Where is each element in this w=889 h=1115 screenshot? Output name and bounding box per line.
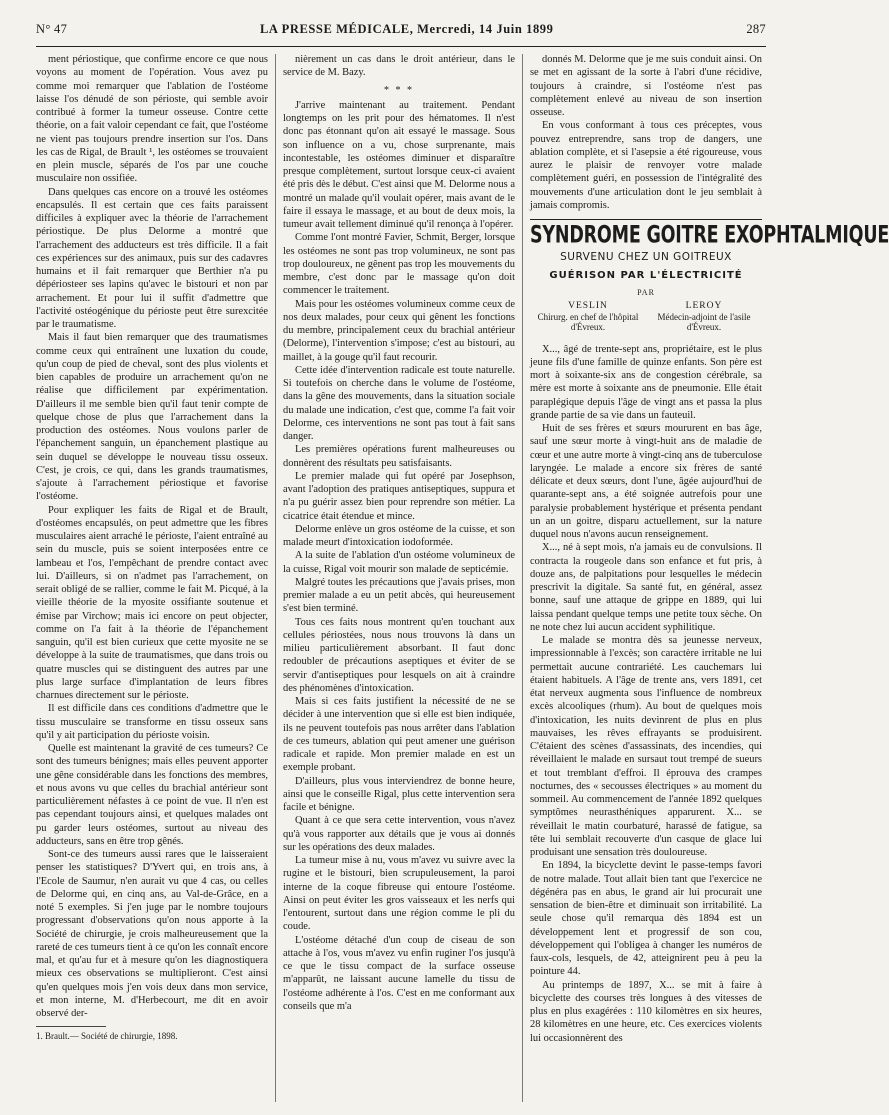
paragraph: D'ailleurs, plus vous interviendrez de bonne heure, ainsi que le conseille Rigal, plus cette intervention sera facile et bénigne. — [283, 775, 515, 813]
paragraph: Pour expliquer les faits de Rigal et de Brault, d'ostéomes encapsulés, on peut admettre que les fibres musculaires aient arraché le périoste, l'aient entraîné au sein du muscle, puis se soient interposées entre ce lambeau et l'os, l'empêchant de prendre contact avec lui. D'ailleurs, si on n'admet pas l'arrachement, on serait obligé de se rallier, comme le fait M. Picqué, à la vieille théorie de la myosite ossifiante soutenue et émise par Virchow; mais ici encore on peut objecter, comme on l'a fait à la théorie de l'épanchement sanguin, qu'il est bien curieux que cette myosite ne se développe à la suite de traumatismes, que dans trois ou quatre muscles qui se distinguent des autres par une plus large surface d'implantation de leurs fibres charnues directement sur le périoste. — [36, 504, 268, 701]
page-header — [36, 22, 766, 44]
paragraph: La tumeur mise à nu, vous m'avez vu suivre avec la rugine et le bistouri, bien scrupuleusement, la paroi interne de la coque fibreuse qui entoure l'ostéome. Ainsi on peut éviter les gros vaisseaux et les nerfs qui l'entourent, surtout dans une région comme le pli du coude. — [283, 855, 515, 933]
paragraph: Le premier malade qui fut opéré par Josephson, avant l'adoption des pratiques antiseptiques, suppura et n'a pu guérir assez bien pour reprendre son métier. La cicatrice était étendue et mince. — [283, 470, 515, 522]
paragraph: donnés M. Delorme que je me suis conduit ainsi. On se met en agissant de la sorte à l'abri d'une récidive, toujours à craindre, si l'ostéome n'est pas complètement enlevé au niveau de son insertion osseuse. — [530, 54, 762, 118]
column-left — [36, 53, 268, 1103]
paragraph: Quelle est maintenant la gravité de ces tumeurs? Ce sont des tumeurs bénignes; mais elles peuvent apporter une gêne considérable dans les fonctions des membres, et nous avons vu que celles du brachial antérieur sont particulièrement néfastes à ce point de vue. Il n'en est pas cependant toujours ainsi, et quelques malades ont pu garder leurs ostéomes, surtout au niveau des adducteurs, sans en être trop gênés. — [36, 743, 268, 847]
journal-title: LA PRESSE MÉDICALE, Mercredi, 14 Juin 1899 — [259, 22, 554, 36]
footnote-rule — [36, 1026, 106, 1027]
author-role: Médecin-adjoint de l'asile d'Évreux. — [657, 311, 751, 332]
paragraph: Tous ces faits nous montrent qu'en touchant aux cellules périostées, nous nous trouvons là dans un milieu particulièrement absorbant. Il faut donc redoubler de précautions aseptiques et éviter de se servir d'antiseptiques pour lesquels on ait à craindre des phénomènes d'intoxication. — [283, 616, 515, 694]
paragraph: Mais il faut bien remarquer que des traumatismes comme ceux qui entraînent une luxation du coude, qu'un coup de pied de cheval, sont des plus violents et bien capables de produire un arrachement qu'on ne réalise que difficilement par expérimentation. D'ailleurs il me semble bien qu'il faut tenir compte de quelque chose de plus que l'arrachement dans la production des ostéomes. Nous voulons parler de l'épanchement sanguin, un épanchement plastique au sein duquel se développe le nouveau tissu osseux. C'est, je crois, ce qui, dans les grands traumatismes, s'ajoute à l'arrachement périostique et favorise l'ostéome. — [36, 332, 268, 503]
paragraph: Mais si ces faits justifient la nécessité de ne se décider à une intervention que si elle est bien indiquée, ils ne peuvent toutefois pas nous arrêter dans l'ablation de ces tumeurs, ablation qui peut amener une guérison radicale et rapide. Mon premier malade en est un exemple probant. — [283, 696, 515, 774]
paragraph: Malgré toutes les précautions que j'avais prises, mon premier malade a eu un petit abcès, qui heureusement s'est bien terminé. — [283, 576, 515, 615]
article-rule — [530, 219, 762, 220]
author-veslin — [530, 301, 646, 333]
paragraph: J'arrive maintenant au traitement. Pendant longtemps on les prit pour des hématomes. Il n'est donc pas étonnant qu'on ait essayé le massage. Sous son influence on a vu, chose surprenante, mais incontestable, les ostéomes diminuer et disparaître presque complètement, surtout lorsque ceux-ci avaient été pris dès le début. C'est ainsi que M. Delorme nous a montré un malade qu'il voulait opérer, mais avant de le faire il essaya le massage, et au bout de deux mois, la tumeur avait tellement diminué qu'il renonça à l'opérer. — [283, 99, 515, 230]
page-number: 287 — [746, 22, 766, 36]
paragraph: Il est difficile dans ces conditions d'admettre que le tissu musculaire se transforme en tissu osseux sans qu'il y ait participation du périoste voisin. — [36, 703, 268, 741]
author-block — [530, 301, 762, 333]
issue-number: N° 47 — [36, 22, 68, 36]
author-role: Chirurg. en chef de l'hôpital d'Évreux. — [537, 311, 639, 332]
by-line: PAR — [637, 287, 655, 297]
paragraph: Dans quelques cas encore on a trouvé les ostéomes encapsulés. Il est certain que ces faits paraissent difficiles à expliquer avec la théorie de l'arrachement périostique. De plus Delorme a montré que l'arrachement des adducteurs est très difficile. Il a fait ces expériences sur des animaux, puis sur des cadavres humains et il fait remarquer que Berthier n'a pu dépériosteer ses lapins qu'avec le bistouri et non par arrachement. Et pour lui il suffit d'admettre que l'activité ostéogénique du périoste peut être surexcitée par le traumatisme. — [36, 186, 268, 330]
paragraph: Comme l'ont montré Favier, Schmit, Berger, lorsque les ostéomes ne sont pas trop volumineux, ne sont pas trop douloureux, ne gênent pas trop les mouvements du membre, c'est donc par le massage qu'on doit commencer le traitement. — [283, 232, 515, 297]
paragraph: L'ostéome détaché d'un coup de ciseau de son attache à l'os, vous m'avez vu enfin ruginer l'os jusqu'à ce que le tissu compact de la surface osseuse m'apparût, ne laissant aucune lamelle du tissu de l'ostéome adhérente à l'os. C'est en me conformant aux conseils que m'a — [283, 934, 515, 1012]
column-right — [530, 53, 889, 1103]
paragraph: Les premières opérations furent malheureuses ou donnèrent des résultats peu satisfaisants. — [283, 444, 515, 469]
paragraph: En vous conformant à tous ces préceptes, vous pouvez entreprendre, sans trop de dangers, une ablation complète, et si l'asepsie a été rigoureuse, vous aurez le plaisir de renvoyer votre malade complètement guéri, en possession de l'intégralité des mouvements d'une articulation dont le jeu semblait à jamais compromis. — [530, 120, 762, 211]
paragraph: ment périostique, que confirme encore ce que nous voyons au moment de l'opération. Vous avez pu comme moi remarquer que l'ablation de l'ostéome laisse l'os dénudé de son périoste, qui semble avoir contribué à former la tumeur osseuse. Contre cette théorie, on a fait valoir cependant ce fait, que l'ostéome ne vient pas toujours prendre insertion sur l'os. Dans les cas de Rigal, de Brault ¹, les ostéomes se trouvaient en plein muscle, séparés de l'os par une couche musculaire non ossifiée. — [36, 54, 268, 185]
paragraph: Sont-ce des tumeurs aussi rares que le laisseraient penser les statistiques? D'Yvert qui, en trois ans, à l'Ecole de Saumur, n'en aurait vu que 4 cas, ou celles de Delorme qui, en cinq ans, au Val-de-Grâce, en a noté 5 exemples. Si j'en juge par le nombre toujours progressant d'observations qu'on nous apporte à la Société de chirurgie, je crois malheureusement que la rareté de ces tumeurs tient à ce qu'on les connaît encore mal, et qu'au fur et à mesure qu'on les diagnostiquera mieux ces observations se multiplieront. C'est ainsi qu'en quelques mois j'en vois deux dans mon service, et mon interne, M. d'Herbecourt, me dit en avoir observé der- — [36, 849, 268, 1019]
author-name: VESLIN — [568, 301, 608, 311]
paragraph: Le malade se montra dès sa jeunesse nerveux, impressionnable à l'excès; son caractère irritable ne lui permettait aucune contrariété. Les cauchemars lui étaient habituels. A l'âge de trente ans, vers 1891, cet état nerveux augmenta sous l'influence de nombreux excès alcooliques (rhum). Au bout de quelques mois d'intoxication, les nuits devinrent de plus en plus mauvaises, les rêves effrayants se produisirent. C'étaient des scènes d'assassinats, des incendies, qui réveillaient le malade en sursaut tout trempé de sueurs et tout tremblant d'effroi. Il éprouva des crampes nocturnes, des « secousses électriques » au moment du sommeil. Au commencement de l'année 1892 quelques symptômes neurasthéniques apparurent. X... se réveillait le matin courbaturé, harassé de fatigue, sa tête lui semblait recouverte d'un casque de glace lui produisant une sensation très douloureuse. — [530, 635, 762, 858]
paragraph: A la suite de l'ablation d'un ostéome volumineux de la cuisse, Rigal voit mourir son malade de septicémie. — [283, 550, 515, 575]
paragraph: Huit de ses frères et sœurs moururent en bas âge, sauf une sœur morte à vingt-huit ans de maladie de cœur et une autre morte à vingt-cinq ans de tuberculose laryngée. Le malade a encore six frères de santé délicate et deux sœurs, dont l'une, âgée aujourd'hui de quarante-sept ans, a été soignée autrefois pour une paralysie probablement hystérique et présenta pendant un an un goitre, disparu actuellement, sur la nature duquel nous n'avons aucun renseignement. — [530, 423, 762, 540]
paragraph: Cette idée d'intervention radicale est toute naturelle. Si toutefois on cherche dans le volume de l'ostéome, dans la gêne des mouvements, dans la situation sociale du malade une indication, c'est que, comme l'a fait voir Delorme, ces interventions ne sont pas tout à fait sans danger. — [283, 364, 515, 442]
author-name: LEROY — [685, 301, 723, 311]
article-title: SYNDROME GOITRE EXOPHTALMIQUE — [530, 222, 889, 250]
article-subtitle-secondary: GUÉRISON PAR L'ÉLECTRICITÉ — [549, 269, 743, 281]
article-subtitle: SURVENU CHEZ UN GOITREUX — [560, 251, 732, 264]
footnote: 1. Brault.— Société de chirurgie, 1898. — [36, 1031, 178, 1042]
header-rule — [36, 46, 766, 47]
column-divider — [275, 54, 276, 1102]
paragraph: X..., né à sept mois, n'a jamais eu de convulsions. Il contracta la rougeole dans son enfance et fut pris, à douze ans, de palpitations pour lesquelles le médecin prescrivit la digitale. Sa santé fut, en général, assez bonne, sauf une attaque de grippe en 1889, qui lui laissa pendant quelque temps une petite toux sèche. On ne note chez lui aucun accident syphilitique. — [530, 542, 762, 633]
paragraph: X..., âgé de trente-sept ans, propriétaire, est le plus jeune fils d'une famille de quinze enfants. Son père est mort à soixante-six ans de congestion cérébrale, sa mère est morte à soixante ans de pneumonie. Elle était paraplégique depuis l'âge de vingt ans et passa la plus grande partie de sa vie dans un fauteuil. — [530, 343, 762, 421]
column-middle — [283, 53, 515, 1103]
paragraph: Au printemps de 1897, X... se mit à faire à bicyclette des courses très longues à des vitesses de plus en plus exagérées : 110 kilomètres en six heures, 28 kilomètres en une heure, etc. Ces exercices violents lui occasionnèrent des — [530, 979, 762, 1044]
author-leroy — [646, 301, 762, 333]
column-divider — [522, 54, 523, 1102]
paragraph: nièrement un cas dans le droit antérieur, dans le service de M. Bazy. — [283, 54, 515, 79]
paragraph: En 1894, la bicyclette devint le passe-temps favori de notre malade. Tout allait bien tant que l'exercice ne dégénéra pas en abus, le grand air lui procurait une sensation de bien-être et diminuait son irritabilité. La seule chose qu'il remarqua dès 1894 est un développement lent et progressif de son cou, développement qui l'obligea à changer les numéros de faux-cols, lesquels, de 42, atteignirent peu à peu la pointure 44. — [530, 860, 762, 978]
section-separator: * * * — [384, 84, 414, 96]
paragraph: Quant à ce que sera cette intervention, vous n'avez qu'à vous rapporter aux détails que je vous ai donnés sur les opérations des deux malades. — [283, 815, 515, 853]
paragraph: Mais pour les ostéomes volumineux comme ceux de nos deux malades, pour ceux qui gênent les fonctions du membre, principalement ceux du brachial antérieur (Delorme), l'intervention s'impose; c'est au bistouri, au maillet, à la gouge qu'il faut recourir. — [283, 298, 515, 363]
paragraph: Delorme enlève un gros ostéome de la cuisse, et son malade meurt d'intoxication iodoformée. — [283, 523, 515, 548]
